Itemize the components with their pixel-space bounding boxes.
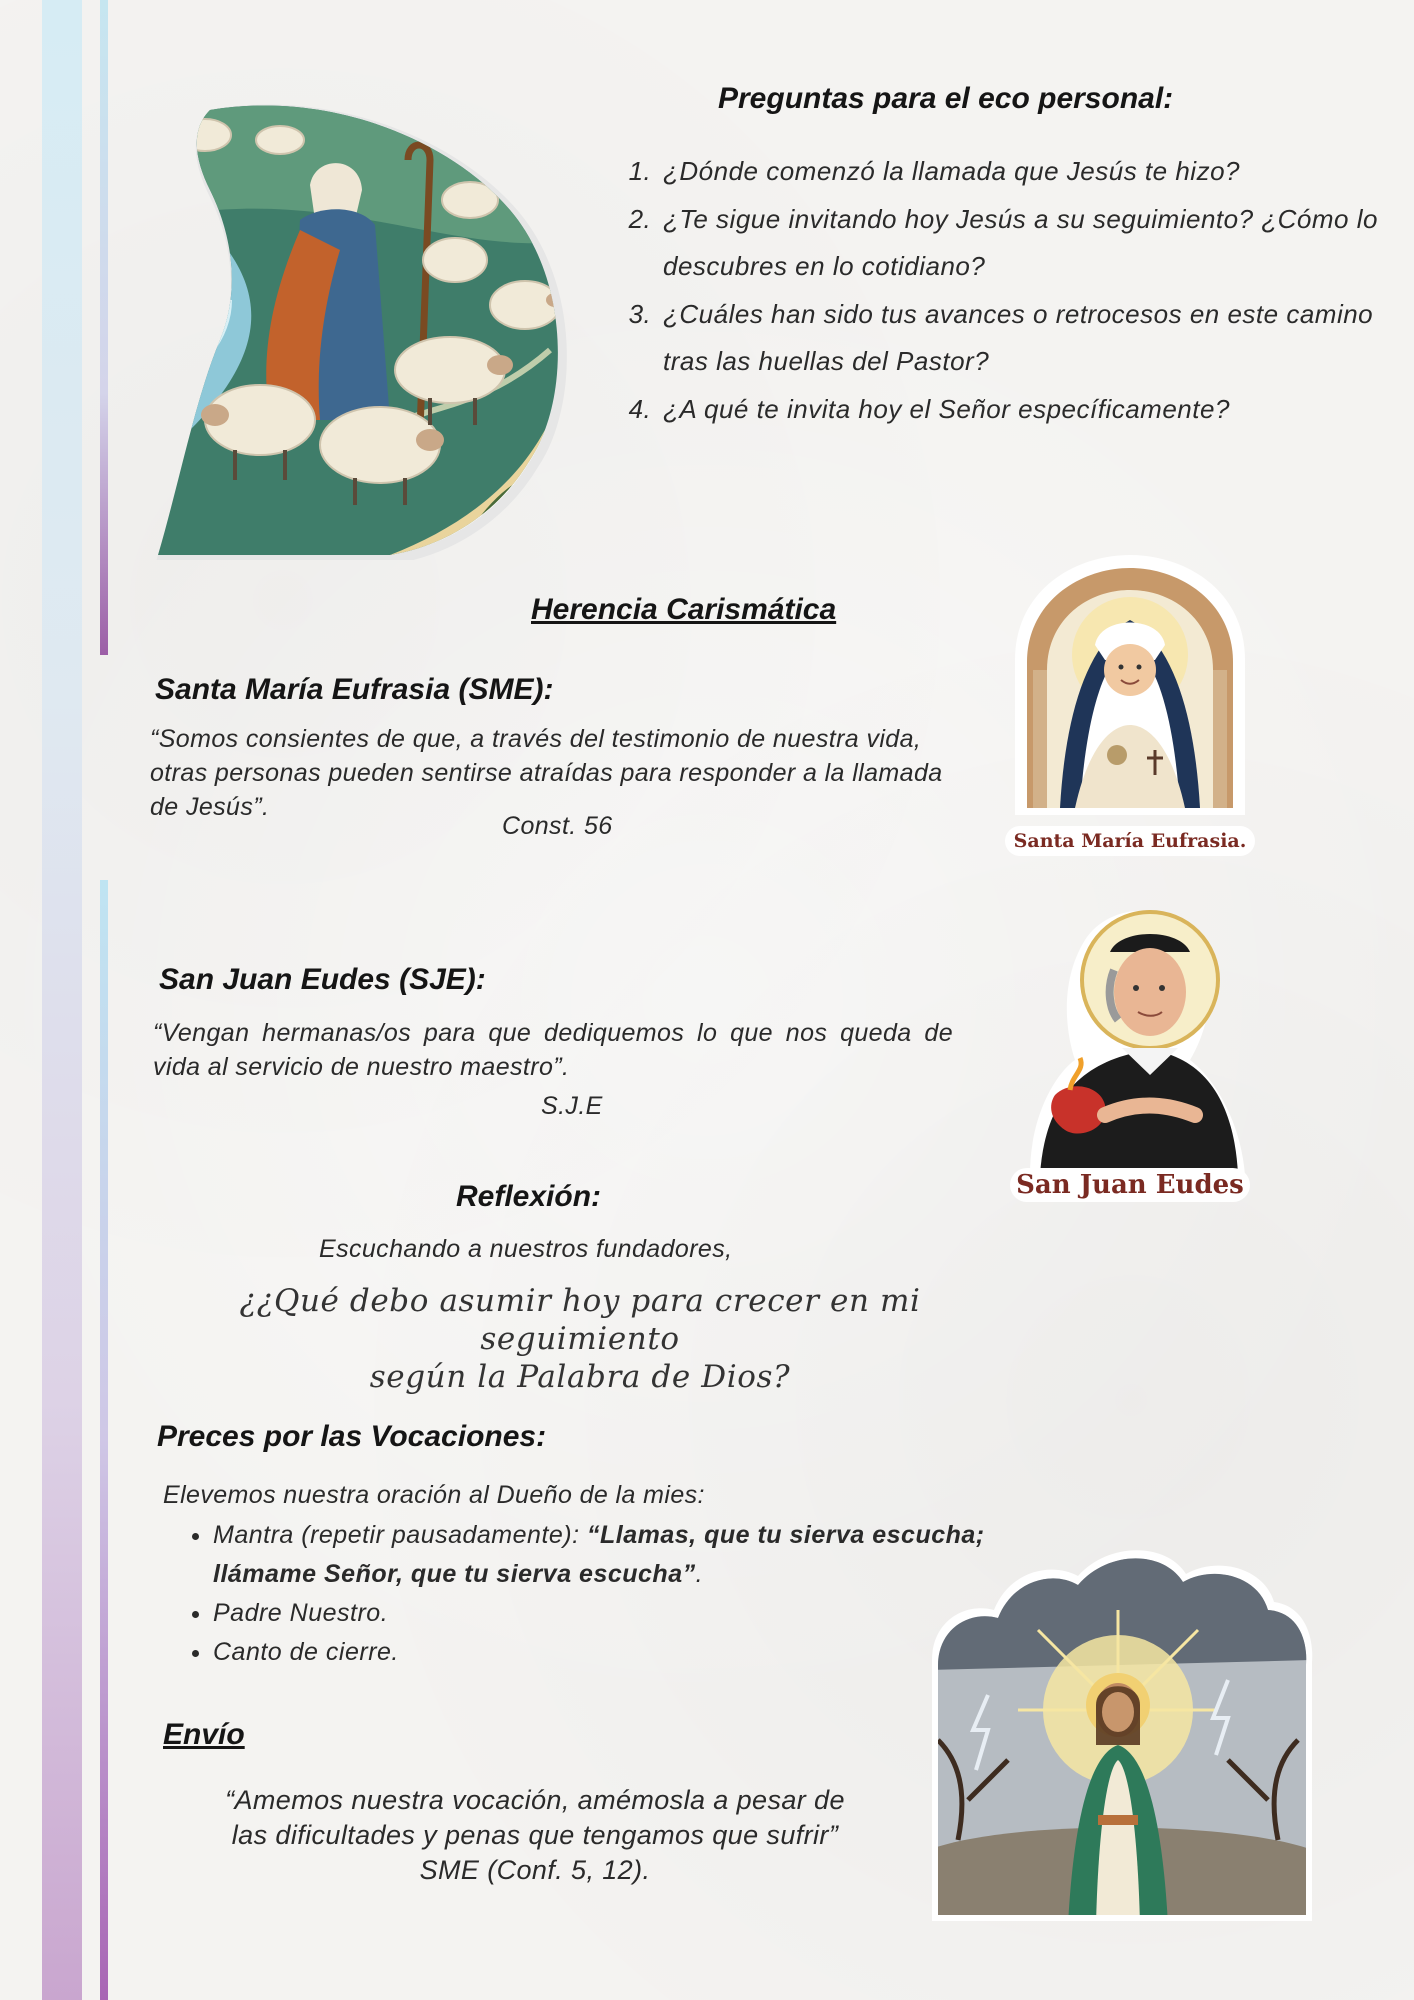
mantra-text: “Llamas, que tu sierva escucha; llámame Señor, que tu sierva escucha”: [213, 1521, 985, 1588]
reflection-question-line1: ¿¿Qué debo asumir hoy para crecer en mi seguimiento: [239, 1283, 921, 1357]
left-decorative-stripe: [42, 0, 82, 2000]
reflection-question: [180, 1282, 980, 1396]
preces-list: [165, 1516, 993, 1672]
question-item: 4. ¿A qué te invita hoy el Señor específicamente?: [659, 386, 1379, 434]
question-item: 3. ¿Cuáles han sido tus avances o retrocesos en este camino tras las huellas del Pastor?: [659, 291, 1379, 386]
reflection-question-line2: según la Palabra de Dios?: [369, 1359, 791, 1395]
preces-item: • Canto de cierre.: [213, 1633, 993, 1672]
left-thin-stripe-bottom: [100, 880, 108, 2000]
envio-quote: “Amemos nuestra vocación, amémosla a pesar de las dificultades y penas que tengamos que sufrir” SME (Conf. 5, 12).: [225, 1785, 845, 1885]
shepherd-illustration: [150, 100, 580, 560]
sme-quote: “Somos consientes de que, a través del testimonio de nuestra vida, otras personas pueden sentirse atraídas para responder a la llamada de Jesús”.: [150, 725, 943, 821]
reflection-title: Reflexión:: [456, 1180, 602, 1213]
priest-portrait-icon: [1010, 900, 1250, 1180]
heritage-title: Herencia Carismática: [531, 593, 837, 626]
questions-list: [615, 148, 1379, 433]
santa-maria-eufrasia-sticker: [1005, 550, 1255, 865]
mantra-prefix: Mantra (repetir pausadamente):: [213, 1521, 588, 1549]
question-item: 1. ¿Dónde comenzó la llamada que Jesús te hizo?: [659, 148, 1379, 196]
preces-title: Preces por las Vocaciones:: [157, 1420, 547, 1453]
sme-source: Const. 56: [502, 812, 613, 840]
sje-source: S.J.E: [541, 1092, 603, 1120]
envio-title: Envío: [163, 1718, 245, 1751]
nun-portrait-icon: [1005, 550, 1255, 825]
san-juan-eudes-sticker: [1010, 900, 1250, 1220]
left-thin-stripe-top: [100, 0, 108, 655]
sje-name: San Juan Eudes (SJE):: [159, 963, 486, 996]
preces-item: • Padre Nuestro.: [213, 1594, 993, 1633]
mantra-suffix: .: [695, 1560, 704, 1588]
sme-name: Santa María Eufrasia (SME):: [155, 673, 554, 706]
questions-title: Preguntas para el eco personal:: [718, 82, 1174, 115]
preces-mantra-item: [213, 1516, 993, 1594]
sje-quote: “Vengan hermanas/os para que dediquemos lo que nos queda de vida al servicio de nuestro maestro”.: [153, 1019, 953, 1081]
sje-sticker-label: San Juan Eudes: [1010, 1168, 1250, 1202]
preces-intro: Elevemos nuestra oración al Dueño de la mies:: [163, 1481, 705, 1509]
jesus-storm-illustration: [928, 1540, 1313, 1925]
question-item: 2. ¿Te sigue invitando hoy Jesús a su seguimiento? ¿Cómo lo descubres en lo cotidiano?: [659, 196, 1379, 291]
reflection-intro: Escuchando a nuestros fundadores,: [319, 1235, 733, 1263]
sme-sticker-label: Santa María Eufrasia.: [1005, 826, 1255, 856]
